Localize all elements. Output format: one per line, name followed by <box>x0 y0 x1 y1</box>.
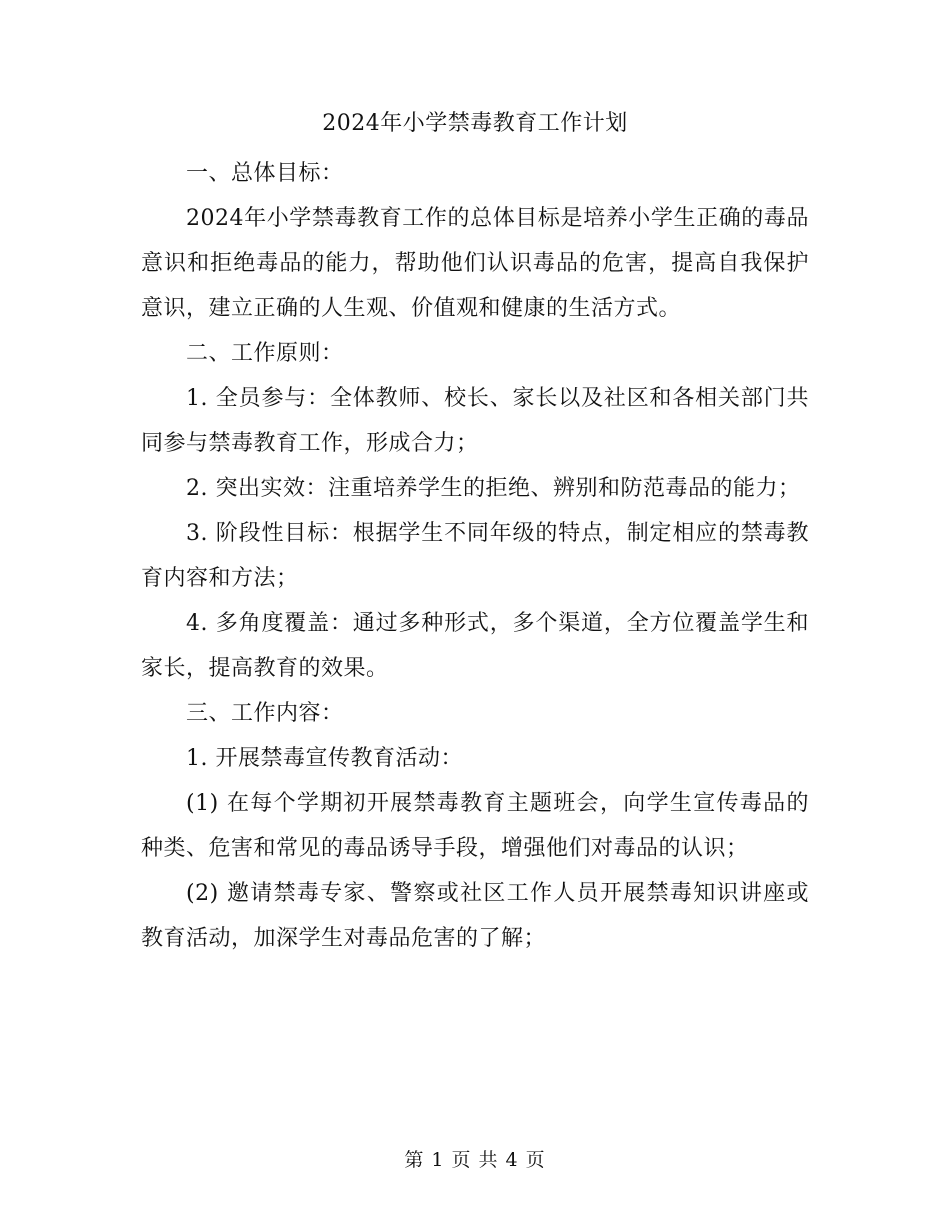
content-subitem: (1) 在每个学期初开展禁毒教育主题班会，向学生宣传毒品的种类、危害和常见的毒品诱导手段，增强他们对毒品的认识； <box>141 791 809 861</box>
section-heading-content: 三、工作内容： <box>186 701 344 726</box>
page-number-footer: 第 1 页 共 4 页 <box>404 1149 546 1171</box>
principle-item: 3. 阶段性目标：根据学生不同年级的特点，制定相应的禁毒教育内容和方法； <box>141 521 809 591</box>
content-item: 1. 开展禁毒宣传教育活动： <box>186 746 463 771</box>
principle-item: 4. 多角度覆盖：通过多种形式，多个渠道，全方位覆盖学生和家长，提高教育的效果。 <box>141 611 809 681</box>
content-subitem: (2) 邀请禁毒专家、警察或社区工作人员开展禁毒知识讲座或教育活动，加深学生对毒品危害的了解； <box>141 881 809 951</box>
principle-item: 1. 全员参与：全体教师、校长、家长以及社区和各相关部门共同参与禁毒教育工作，形成合力； <box>141 386 809 456</box>
section-heading-goals: 一、总体目标： <box>186 161 344 186</box>
document-title: 2024年小学禁毒教育工作计划 <box>322 111 628 136</box>
document-body <box>141 151 809 961</box>
paragraph-goals: 2024年小学禁毒教育工作的总体目标是培养小学生正确的毒品意识和拒绝毒品的能力，帮助他们认识毒品的危害，提高自我保护意识，建立正确的人生观、价值观和健康的生活方式。 <box>141 206 809 321</box>
section-heading-principles: 二、工作原则： <box>186 341 344 366</box>
principle-item: 2. 突出实效：注重培养学生的拒绝、辨别和防范毒品的能力； <box>186 476 801 501</box>
